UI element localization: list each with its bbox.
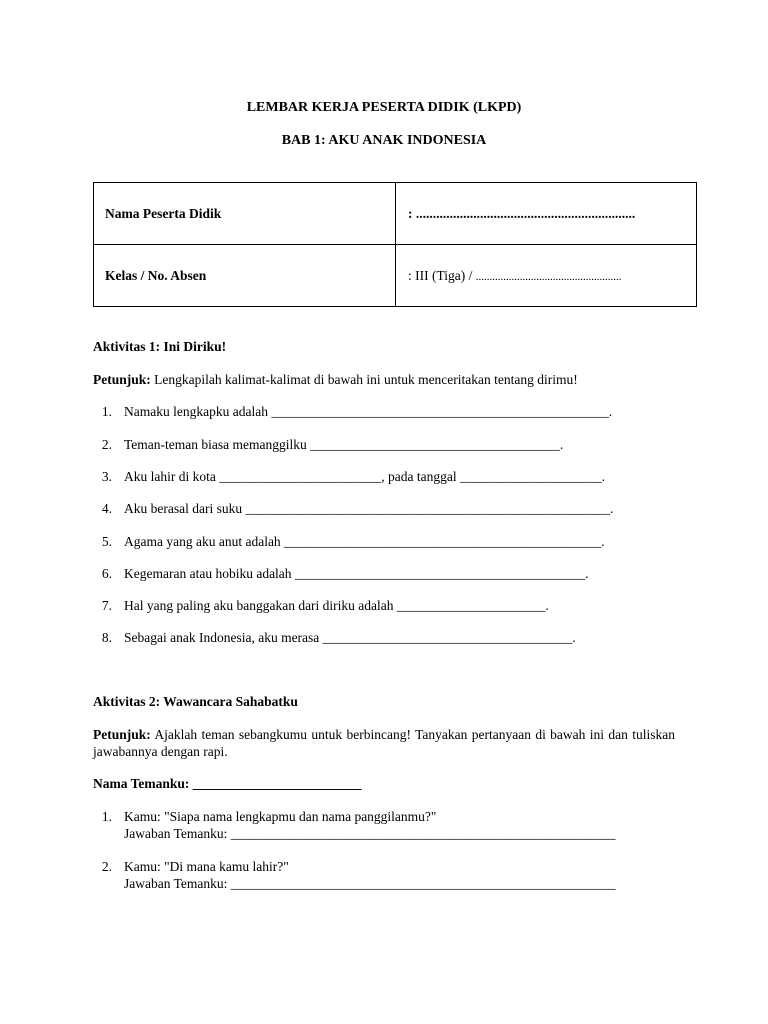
item-number: 2. xyxy=(101,859,112,874)
table-row xyxy=(94,183,697,245)
activity1-instruction xyxy=(93,371,675,388)
instruction-label: Petunjuk: xyxy=(93,727,151,742)
friend-name-field[interactable]: Nama Temanku: _________________________ xyxy=(93,776,362,791)
interview-question: Kamu: "Siapa nama lengkapmu dan nama panggilanmu?" xyxy=(124,809,437,824)
interview-answer-field[interactable]: Jawaban Temanku: _________________________________________________________ xyxy=(124,876,616,891)
item-number: 6. xyxy=(101,566,112,581)
activity1-title: Aktivitas 1: Ini Diriku! xyxy=(93,339,227,354)
class-number-label: Kelas / No. Absen xyxy=(94,245,396,307)
item-number: 5. xyxy=(101,534,112,549)
chapter-title: BAB 1: AKU ANAK INDONESIA xyxy=(281,133,487,148)
instruction-label: Petunjuk: xyxy=(93,372,151,387)
class-number-field[interactable] xyxy=(396,245,697,307)
interview-question: Kamu: "Di mana kamu lahir?" xyxy=(124,859,289,874)
item-number: 1. xyxy=(101,404,112,419)
class-value: : III (Tiga) / xyxy=(408,267,476,283)
activity2-title: Aktivitas 2: Wawancara Sahabatku xyxy=(93,694,298,709)
item-text: Namaku lengkapku adalah __________________________________________________. xyxy=(124,404,613,419)
item-text: Kegemaran atau hobiku adalah ___________________________________________. xyxy=(124,566,589,581)
instruction-text: Ajaklah teman sebangkumu untuk berbincang! Tanyakan pertanyaan di bawah ini dan tuliskan jawabannya dengan rapi. xyxy=(93,727,675,759)
item-number: 1. xyxy=(101,809,112,824)
item-number: 3. xyxy=(101,469,112,484)
absen-number-blank: ..................................................... xyxy=(475,270,622,283)
item-text: Hal yang paling aku banggakan dari diriku adalah ______________________. xyxy=(124,598,549,613)
interview-answer-field[interactable]: Jawaban Temanku: _________________________________________________________ xyxy=(124,826,616,841)
table-row xyxy=(94,245,697,307)
instruction-text: Lengkapilah kalimat-kalimat di bawah ini untuk menceritakan tentang dirimu! xyxy=(150,372,578,387)
worksheet-title: LEMBAR KERJA PESERTA DIDIK (LKPD) xyxy=(246,100,522,115)
activity2-instruction xyxy=(93,726,675,760)
item-text: Aku berasal dari suku ______________________________________________________. xyxy=(124,501,614,516)
item-number: 4. xyxy=(101,501,112,516)
item-text: Teman-teman biasa memanggilku _____________________________________. xyxy=(124,437,564,452)
item-text: Sebagai anak Indonesia, aku merasa _____________________________________. xyxy=(124,630,576,645)
item-text: Agama yang aku anut adalah _______________________________________________. xyxy=(124,534,605,549)
list-item[interactable] xyxy=(93,808,693,842)
item-number: 7. xyxy=(101,598,112,613)
item-number: 8. xyxy=(101,630,112,645)
student-name-field[interactable]: : ................................................................. xyxy=(396,183,697,245)
item-number: 2. xyxy=(101,437,112,452)
student-info-table xyxy=(93,182,697,307)
list-item[interactable] xyxy=(93,858,693,892)
item-text: Aku lahir di kota ________________________, pada tanggal _____________________. xyxy=(124,469,606,484)
student-name-label: Nama Peserta Didik xyxy=(94,183,396,245)
